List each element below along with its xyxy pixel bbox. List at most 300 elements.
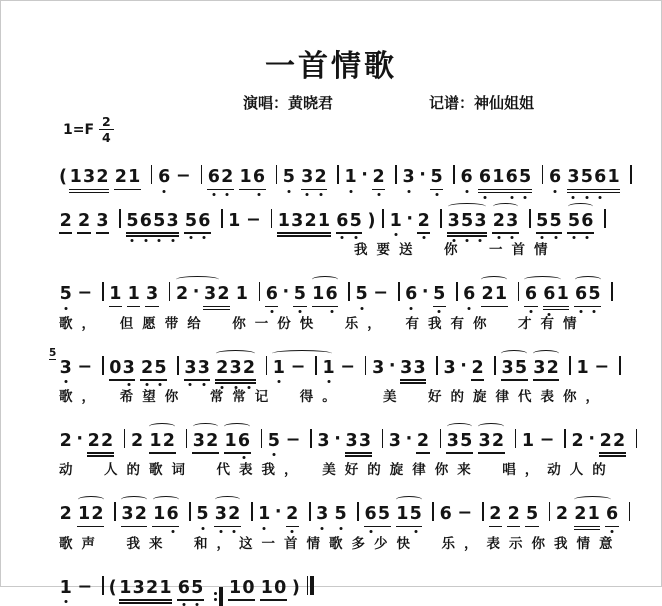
parenthesis: (: [59, 167, 67, 188]
low-octave-dot: [524, 196, 527, 199]
slur: [568, 203, 594, 210]
barline: [619, 356, 621, 375]
note-group: [282, 169, 295, 187]
beam-line: [605, 526, 618, 528]
barline: [357, 502, 359, 521]
note-digit: 5: [267, 433, 280, 451]
note-digit: 1: [556, 284, 569, 305]
barline: [542, 165, 544, 184]
barline: [395, 165, 397, 184]
note-digit: 6: [336, 213, 349, 231]
note-group: [492, 210, 519, 231]
note-digit: 2: [492, 213, 505, 231]
beam-line: [224, 452, 251, 454]
note-group: [77, 210, 91, 231]
note-digit: 2: [228, 506, 241, 524]
note-digit: 1: [277, 210, 290, 231]
low-octave-dot: [159, 383, 162, 386]
note-group: [501, 357, 528, 378]
note-group: [567, 169, 621, 187]
note-digit: 2: [217, 284, 230, 305]
note-digit: 3: [96, 210, 109, 231]
low-octave-dot: [599, 196, 602, 199]
note-digit: 1: [521, 430, 535, 451]
beam-line: [87, 455, 114, 457]
beam-line: [478, 452, 505, 454]
beam-line: [396, 526, 423, 528]
note-digit: 3: [229, 360, 242, 378]
low-octave-dot: [270, 310, 273, 313]
beam-line: [126, 232, 180, 234]
beam-line: [87, 452, 114, 454]
low-octave-dot: [466, 239, 469, 242]
repeat-dot: [214, 598, 217, 601]
note-digit: 5: [588, 286, 601, 304]
notation-line: [59, 563, 647, 606]
note-digit: 1: [587, 504, 600, 525]
low-octave-dot: [554, 190, 557, 193]
beam-line: [447, 232, 487, 234]
low-octave-dot: [572, 236, 575, 239]
low-octave-dot: [349, 190, 352, 193]
parenthesis: (: [108, 577, 117, 598]
note-digit: 3: [446, 430, 459, 451]
note-digit: 2: [59, 210, 72, 231]
note-digit: 1: [494, 284, 508, 305]
low-octave-dot: [146, 383, 149, 386]
thick-barline: [219, 587, 223, 606]
beam-line: [215, 379, 255, 381]
note-group: [345, 430, 372, 451]
note-digit: 3: [214, 506, 227, 524]
augmentation-dot: ·: [419, 165, 426, 186]
note-digit: 2: [314, 169, 327, 187]
beam-line: [77, 232, 90, 234]
note-group: [417, 210, 430, 231]
note-group: [521, 430, 535, 451]
note-group: [152, 506, 179, 524]
note-group: [344, 169, 357, 187]
note-digit: 2: [91, 504, 104, 525]
repeat-barline: [214, 587, 224, 606]
note-digit: 0: [109, 357, 122, 378]
note-digit: 2: [489, 504, 502, 525]
low-octave-dot: [465, 190, 468, 193]
note-group: [548, 169, 561, 187]
barline: [636, 429, 638, 448]
note-digit: 2: [87, 430, 100, 451]
note-digit: 2: [215, 360, 228, 378]
barline: [453, 165, 455, 184]
notation-line: [59, 416, 647, 451]
notation-line: [59, 269, 647, 304]
note-digit: 5: [409, 506, 422, 524]
note-digit: 1: [344, 169, 357, 187]
low-octave-dot: [64, 307, 67, 310]
note-group: [478, 430, 505, 451]
low-octave-dot: [287, 190, 290, 193]
note-group: [402, 169, 415, 187]
beam-line: [416, 452, 429, 454]
note-digit: 1: [260, 577, 273, 598]
barline: [398, 282, 400, 301]
key-label: 1=F: [63, 121, 95, 138]
barline: [315, 356, 317, 375]
note-digit: 1: [224, 430, 237, 451]
note-digit: 6: [460, 169, 473, 187]
beam-line: [184, 379, 211, 381]
system: [59, 489, 647, 553]
note-digit: 2: [481, 284, 494, 305]
note-digit: 6: [207, 169, 220, 187]
note-digit: 3: [316, 506, 329, 524]
beam-line: [525, 526, 538, 528]
grace-note: 5: [49, 346, 57, 359]
barline: [177, 356, 179, 375]
beam-line: [301, 189, 328, 191]
beam-line: [177, 599, 204, 601]
low-octave-dot: [510, 196, 513, 199]
low-octave-dot: [341, 236, 344, 239]
slur: [312, 276, 338, 283]
note-group: [96, 210, 109, 231]
beam-line: [96, 232, 109, 234]
barline: [151, 165, 153, 184]
low-octave-dot: [580, 310, 583, 313]
note-group: [430, 169, 443, 187]
note-digit: 2: [220, 169, 233, 187]
note-group: [567, 210, 594, 231]
note-group: [334, 506, 347, 524]
duration-dash: −: [340, 356, 355, 377]
lyrics-line: 歌声 我来 和，这一首情歌多少快 乐，表示你我情意: [59, 535, 622, 552]
note-digit: 6: [405, 286, 418, 304]
barline: [276, 165, 278, 184]
note-digit: 3: [533, 357, 546, 378]
beam-line: [574, 306, 601, 308]
note-digit: 1: [258, 506, 271, 524]
note-digit: 5: [567, 213, 580, 231]
barline: [266, 356, 268, 375]
low-octave-dot: [585, 196, 588, 199]
note-digit: 3: [402, 169, 415, 187]
beam-line: [152, 526, 179, 528]
notation-line: [59, 196, 647, 231]
note-digit: 5: [514, 357, 528, 378]
note-digit: 2: [555, 504, 569, 525]
low-octave-dot: [422, 236, 425, 239]
slur: [575, 276, 601, 283]
note-digit: 5: [293, 286, 306, 304]
note-digit: 2: [96, 167, 109, 188]
augmentation-dot: ·: [334, 428, 341, 449]
low-octave-dot: [202, 383, 205, 386]
low-octave-dot: [586, 236, 589, 239]
note-group: [447, 210, 487, 231]
duration-dash: −: [175, 166, 191, 187]
barline: [119, 209, 121, 228]
slur: [176, 276, 220, 283]
note-digit: 1: [153, 504, 166, 525]
note-digit: 1: [228, 210, 241, 231]
note-group: [59, 506, 72, 524]
beam-line: [69, 189, 109, 191]
slur: [193, 423, 219, 430]
note-digit: 6: [177, 580, 190, 598]
note-group: [322, 357, 335, 378]
note-group: [235, 286, 248, 304]
barline: [259, 282, 261, 301]
slur: [447, 423, 473, 430]
low-octave-dot: [435, 193, 438, 196]
barline: [261, 429, 263, 448]
note-digit: 2: [612, 430, 626, 451]
note-group: [286, 506, 299, 524]
duration-dash: −: [594, 356, 609, 377]
beam-line: [345, 452, 372, 454]
note-digit: 6: [166, 506, 179, 524]
low-octave-dot: [394, 233, 397, 236]
note-digit: 6: [325, 286, 338, 304]
beam-line: [114, 189, 141, 191]
barline: [114, 502, 116, 521]
slur: [149, 423, 175, 430]
beam-line: [119, 599, 173, 601]
slur: [533, 350, 559, 357]
low-octave-dot: [263, 527, 266, 530]
note-group: [121, 506, 148, 524]
note-group: [293, 286, 306, 304]
note-group: [605, 506, 618, 524]
low-octave-dot: [203, 236, 206, 239]
note-group: [355, 286, 368, 304]
beam-line: [126, 235, 180, 237]
note-digit: 5: [536, 213, 549, 231]
note-digit: 5: [184, 213, 197, 231]
note-digit: 5: [549, 213, 562, 231]
augmentation-dot: ·: [274, 502, 282, 523]
note-group: [301, 169, 328, 187]
note-digit: 1: [492, 167, 505, 188]
note-digit: 6: [574, 286, 587, 304]
final-barline: [307, 576, 315, 595]
barline: [251, 502, 253, 521]
note-digit: 5: [191, 580, 204, 598]
note-digit: 2: [145, 577, 159, 598]
note-digit: 3: [197, 360, 210, 378]
slur: [574, 496, 611, 503]
note-digit: 2: [491, 430, 505, 451]
note-digit: 6: [605, 506, 618, 524]
note-group: [277, 210, 331, 231]
slur: [478, 423, 504, 430]
note-digit: 1: [607, 167, 620, 188]
beam-line: [471, 379, 484, 381]
low-octave-dot: [306, 193, 309, 196]
beam-line: [293, 306, 306, 308]
note-group: [489, 506, 502, 524]
note-digit: 1: [119, 577, 132, 598]
lyrics-line: 歌， 但愿带给 你一份快 乐， 有我有你 才有情: [59, 315, 586, 332]
barline: [630, 165, 632, 184]
beam-line: [312, 306, 339, 308]
augmentation-dot: ·: [192, 282, 200, 303]
note-group: [439, 506, 452, 524]
note-group: [574, 286, 601, 304]
beam-line: [149, 452, 176, 454]
note-group: [214, 506, 241, 524]
slur: [493, 203, 519, 210]
slur: [396, 496, 422, 503]
time-signature-denominator: 4: [102, 130, 111, 146]
barline: [382, 209, 384, 228]
low-octave-dot: [189, 236, 192, 239]
beam-line: [567, 232, 594, 234]
note-digit: 5: [196, 506, 209, 524]
note-group: [336, 210, 363, 231]
beam-line: [127, 306, 140, 308]
augmentation-dot: ·: [405, 428, 413, 449]
beam-line: [228, 599, 255, 601]
note-group: [267, 430, 280, 451]
low-octave-dot: [233, 530, 236, 533]
note-digit: 5: [154, 360, 167, 378]
system: [59, 196, 647, 260]
augmentation-dot: ·: [421, 282, 429, 303]
note-digit: 3: [121, 504, 134, 525]
beam-line: [336, 232, 363, 234]
low-octave-dot: [127, 383, 130, 386]
note-digit: 1: [235, 284, 248, 305]
note-group: [317, 430, 330, 451]
beam-line: [417, 232, 430, 234]
barline: [569, 356, 571, 375]
beam-line: [543, 306, 570, 308]
key-time-signature: [63, 115, 661, 144]
note-group: [364, 506, 391, 524]
note-digit: 1: [69, 167, 82, 188]
note-digit: 1: [312, 284, 325, 305]
note-group: [114, 169, 141, 187]
barline: [309, 502, 311, 521]
note-digit: 2: [140, 360, 153, 378]
low-octave-dot: [541, 236, 544, 239]
beam-line: [77, 526, 104, 528]
low-octave-dot: [247, 386, 250, 389]
note-group: [145, 286, 158, 304]
note-digit: 1: [159, 577, 172, 598]
song-title: 一首情歌: [265, 49, 397, 84]
beam-line: [345, 455, 372, 457]
time-signature-numerator: 2: [99, 115, 114, 130]
beam-line: [192, 452, 219, 454]
note-group: [228, 577, 255, 598]
note-digit: 3: [358, 430, 372, 451]
beam-line: [524, 306, 537, 308]
note-digit: 6: [463, 286, 476, 304]
beam-line: [119, 602, 173, 604]
note-group: [258, 506, 271, 524]
note-digit: 3: [372, 357, 385, 378]
beam-line: [599, 452, 626, 454]
note-digit: 3: [506, 213, 519, 231]
slur: [224, 423, 250, 430]
note-group: [59, 210, 72, 231]
note-group: [405, 286, 418, 304]
low-octave-dot: [219, 530, 222, 533]
note-digit: 5: [460, 213, 473, 231]
note-digit: 6: [543, 286, 556, 304]
note-digit: 1: [228, 577, 242, 598]
beam-line: [574, 529, 601, 531]
note-digit: 6: [478, 169, 491, 187]
note-group: [265, 286, 278, 304]
note-digit: 6: [581, 213, 594, 231]
note-group: [119, 577, 173, 598]
slur: [501, 350, 527, 357]
note-group: [207, 169, 234, 187]
beam-line: [286, 526, 299, 528]
beam-line: [489, 526, 502, 528]
note-digit: 3: [317, 430, 330, 451]
barline: [604, 209, 606, 228]
low-octave-dot: [407, 190, 410, 193]
low-octave-dot: [483, 196, 486, 199]
note-group: [443, 357, 456, 378]
note-digit: 2: [417, 213, 430, 231]
low-octave-dot: [354, 236, 357, 239]
note-digit: 1: [77, 504, 91, 525]
note-group: [372, 169, 385, 187]
note-digit: 3: [192, 430, 205, 451]
note-group: [316, 506, 329, 524]
note-digit: 3: [59, 360, 72, 378]
note-digit: 2: [599, 430, 612, 451]
low-octave-dot: [291, 530, 294, 533]
system: [59, 563, 647, 606]
parenthesis: ): [367, 210, 376, 231]
note-group: [196, 506, 209, 524]
beam-line: [533, 379, 560, 381]
note-group: [59, 430, 72, 451]
note-digit: 5: [580, 169, 593, 187]
low-octave-dot: [242, 456, 245, 459]
low-octave-dot: [277, 380, 280, 383]
barline: [549, 502, 551, 521]
note-group: [571, 430, 584, 451]
lyrics-line: 歌， 希望你 常常记 得。 美 好的旋律代表你，: [59, 389, 608, 406]
low-octave-dot: [298, 310, 301, 313]
beam-line: [364, 526, 391, 528]
note-digit: 5: [377, 504, 391, 525]
barline: [382, 429, 384, 448]
note-digit: 6: [157, 169, 170, 187]
note-digit: 2: [175, 284, 189, 305]
low-octave-dot: [438, 310, 441, 313]
low-octave-dot: [339, 527, 342, 530]
low-octave-dot: [572, 196, 575, 199]
notator-credit: 记谱：神仙姐姐: [429, 94, 535, 112]
note-digit: 1: [396, 504, 409, 525]
barline: [515, 429, 517, 448]
beam-line: [478, 192, 532, 194]
note-digit: 3: [203, 284, 217, 305]
barline: [102, 356, 104, 375]
beam-line: [184, 232, 211, 234]
duration-dash: −: [539, 429, 555, 450]
slur: [481, 276, 507, 283]
note-digit: 6: [364, 506, 377, 524]
